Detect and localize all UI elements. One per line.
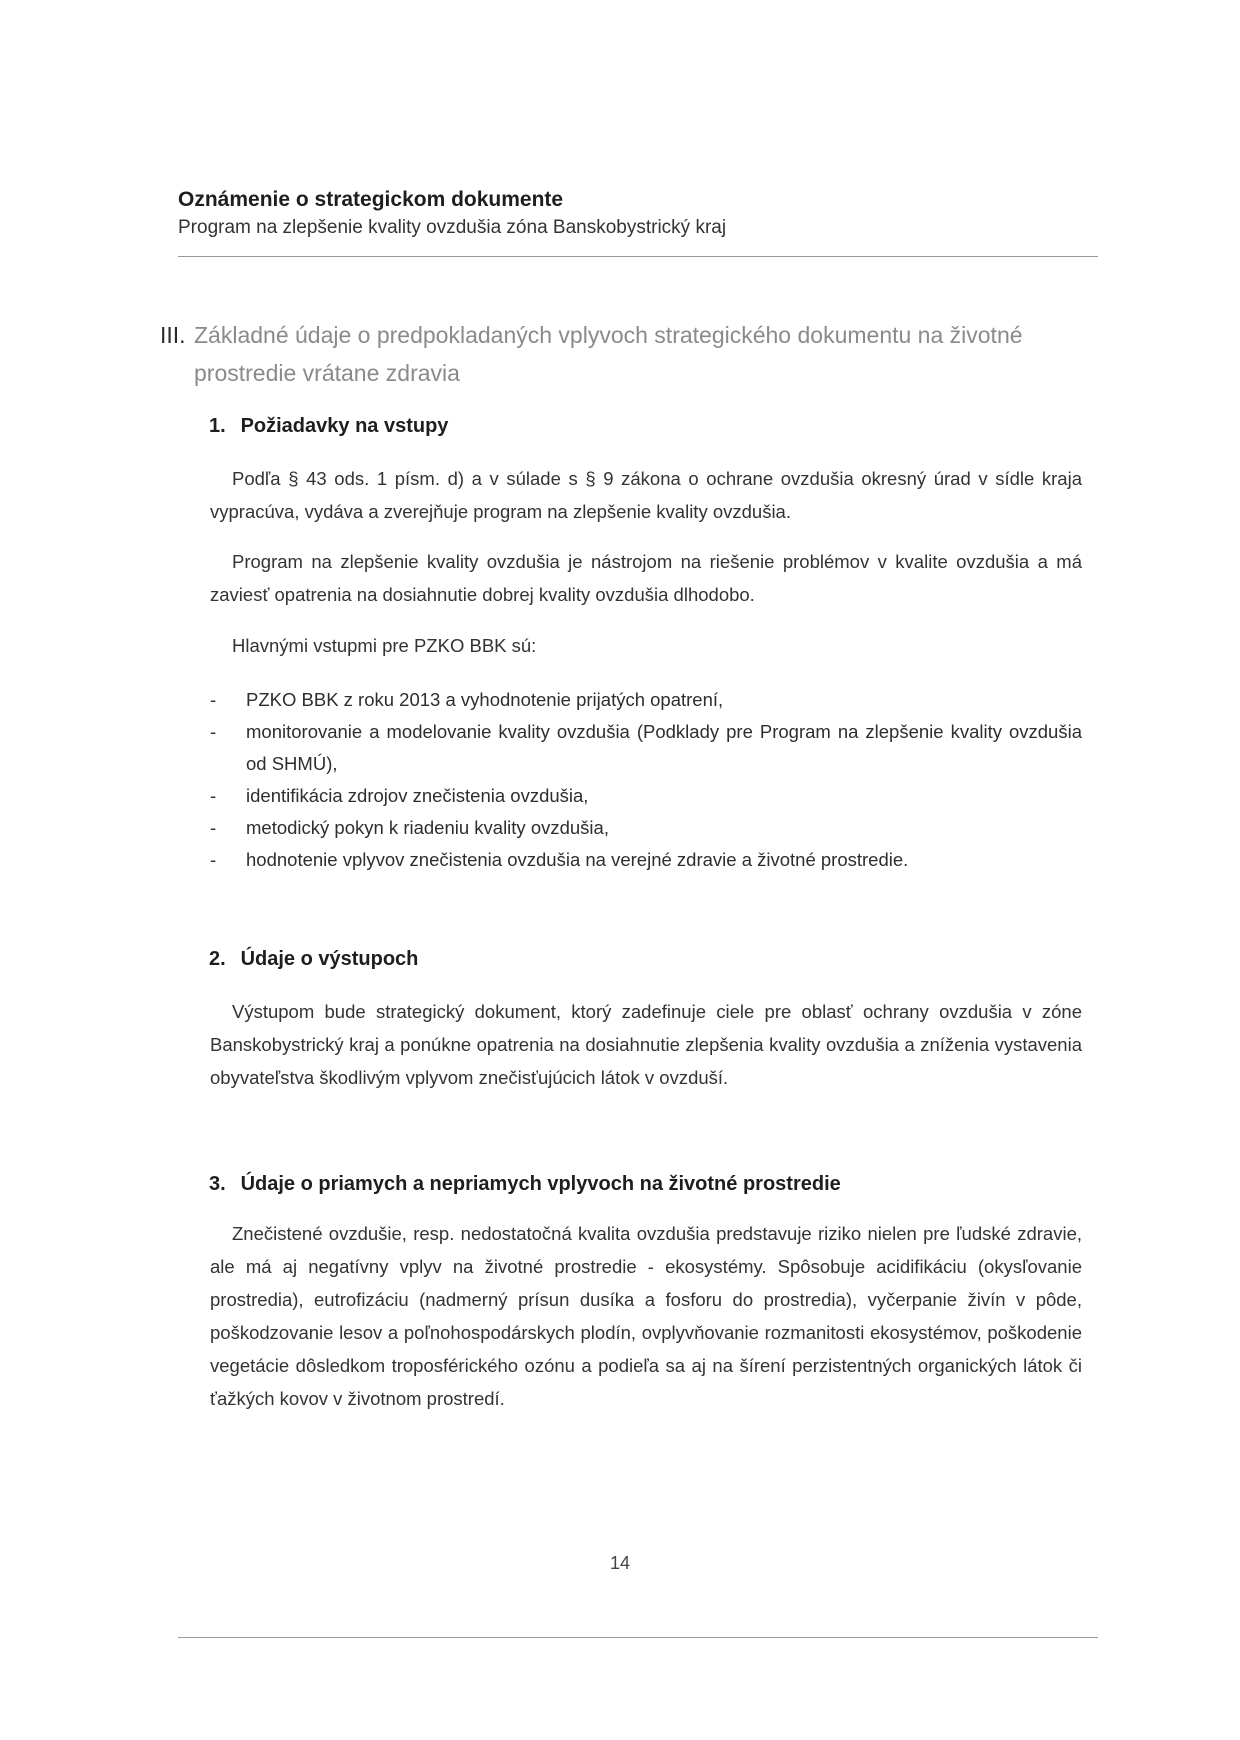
inputs-list [210, 684, 1082, 876]
list-item [210, 780, 1082, 812]
section-number: 2. [209, 948, 226, 970]
paragraph: Výstupom bude strategický dokument, ktorý zadefinuje ciele pre oblasť ochrany ovzdušia v zóne Banskobystrický kraj a ponúkne opatrenia na dosiahnutie zlepšenia kvality ovzdušia a zníženia vystavenia obyvateľstva škodlivým vplyvom znečisťujúcich látok v ovzduší. [210, 1001, 1082, 1088]
section-number: 3. [209, 1173, 226, 1195]
document-header [178, 186, 1098, 242]
list-marker: - [210, 721, 217, 742]
section-title: Požiadavky na vstupy [240, 415, 449, 437]
list-item-text: metodický pokyn k riadeniu kvality ovzdušia, [246, 817, 609, 838]
chapter-heading [160, 316, 1060, 392]
section-heading [209, 945, 418, 973]
page-number: 14 [609, 1553, 631, 1573]
chapter-title: Základné údaje o predpokladaných vplyvoch strategického dokumentu na životné prostredie vrátane zdravia [194, 322, 1023, 386]
section-number: 1. [209, 415, 226, 437]
paragraph: Podľa § 43 ods. 1 písm. d) a v súlade s § 9 zákona o ochrane ovzdušia okresný úrad v sídle kraja vypracúva, vydáva a zverejňuje program na zlepšenie kvality ovzdušia. [210, 468, 1082, 522]
list-marker: - [210, 689, 217, 710]
list-item [210, 844, 1082, 876]
header-subtitle: Program na zlepšenie kvality ovzdušia zóna Banskobystrický kraj [178, 217, 727, 238]
list-item-text: identifikácia zdrojov znečistenia ovzdušia, [246, 785, 589, 806]
chapter-number: III. [160, 322, 186, 348]
header-title: Oznámenie o strategickom dokumente [178, 188, 564, 211]
paragraph: Znečistené ovzdušie, resp. nedostatočná kvalita ovzdušia predstavuje riziko nielen pre ľudské zdravie, ale má aj negatívny vplyv na životné prostredie - ekosystémy. Spôsobuje acidifikáciu (okysľovanie prostredia), eutrofizáciu (nadmerný prísun dusíka a fosforu do prostredia), vyčerpanie živín v pôde, poškodzovanie lesov a poľnohospodárskych plodín, ovplyvňovanie rozmanitosti ekosystémov, poškodenie vegetácie dôsledkom troposférického ozónu a podieľa sa aj na šírení perzistentných organických látok či ťažkých kovov v životnom prostredí. [210, 1223, 1082, 1409]
footer-divider [178, 1637, 1098, 1638]
list-item-text: hodnotenie vplyvov znečistenia ovzdušia na verejné zdravie a životné prostredie. [246, 849, 909, 870]
section-heading [209, 1170, 841, 1198]
paragraph: Hlavnými vstupmi pre PZKO BBK sú: [232, 635, 537, 656]
section-title: Údaje o výstupoch [240, 948, 419, 970]
list-item [210, 716, 1082, 780]
list-item-text: monitorovanie a modelovanie kvality ovzdušia (Podklady pre Program na zlepšenie kvality ovzdušia od SHMÚ), [246, 721, 1082, 774]
list-marker: - [210, 849, 217, 870]
list-item [210, 812, 1082, 844]
section-heading [209, 412, 448, 440]
list-marker: - [210, 785, 217, 806]
list-marker: - [210, 817, 217, 838]
list-item-text: PZKO BBK z roku 2013 a vyhodnotenie prijatých opatrení, [246, 689, 724, 710]
header-divider [178, 256, 1098, 257]
section-title: Údaje o priamych a nepriamych vplyvoch na životné prostredie [240, 1173, 841, 1195]
paragraph: Program na zlepšenie kvality ovzdušia je nástrojom na riešenie problémov v kvalite ovzdušia a má zaviesť opatrenia na dosiahnutie dobrej kvality ovzdušia dlhodobo. [210, 551, 1082, 605]
list-item [210, 684, 1082, 716]
